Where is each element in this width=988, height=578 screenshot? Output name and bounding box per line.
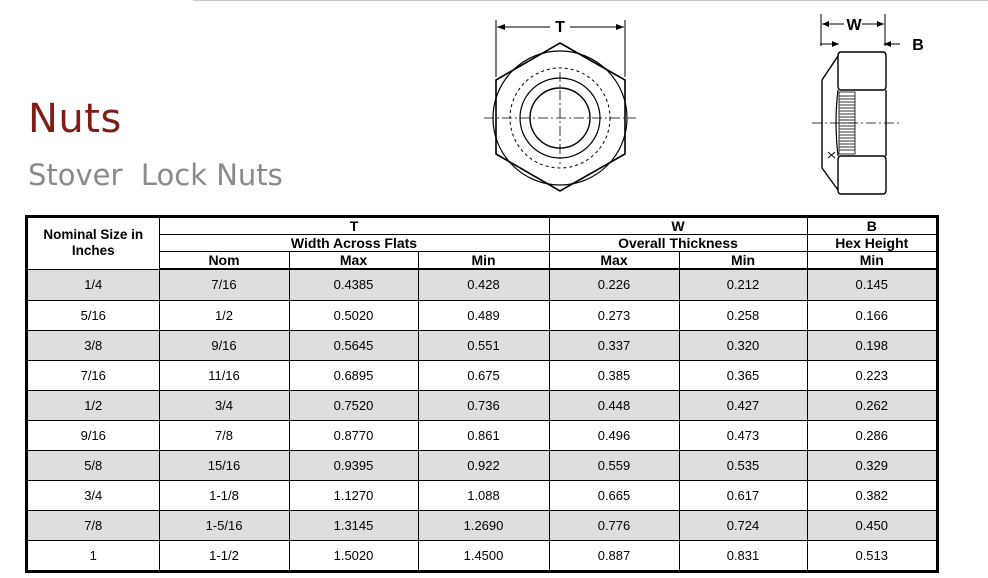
- cell-b-min: 0.329: [807, 451, 936, 481]
- page-title: Nuts: [28, 96, 122, 142]
- cell-w-max: 0.385: [549, 360, 679, 390]
- column-header-t-max: Max: [289, 252, 418, 270]
- cell-t-nom: 9/16: [159, 330, 289, 360]
- cell-t-nom: 15/16: [159, 451, 289, 481]
- cell-nominal-size: 7/16: [28, 360, 159, 390]
- table-row: [28, 390, 936, 420]
- cell-w-min: 0.320: [679, 330, 807, 360]
- table-row: [28, 451, 936, 481]
- cell-nominal-size: 7/8: [28, 511, 159, 541]
- cell-t-nom: 1/2: [159, 300, 289, 330]
- table-row: [28, 481, 936, 511]
- cell-w-min: 0.535: [679, 451, 807, 481]
- cell-w-min: 0.365: [679, 360, 807, 390]
- header-width-across-flats: Width Across Flats: [159, 235, 549, 252]
- table-row: [28, 300, 936, 330]
- nut-side-view-diagram: [808, 8, 938, 203]
- cell-b-min: 0.145: [807, 269, 936, 300]
- cell-t-max: 0.9395: [289, 451, 418, 481]
- header-b: B: [807, 218, 936, 235]
- table-row: [28, 360, 936, 390]
- cell-t-max: 1.1270: [289, 481, 418, 511]
- cell-t-max: 0.8770: [289, 420, 418, 450]
- column-header-t-min: Min: [418, 252, 549, 270]
- dimension-b-label: B: [912, 37, 924, 54]
- dimension-w-label: W: [846, 17, 862, 34]
- cell-t-min: 0.861: [418, 420, 549, 450]
- cell-t-max: 1.3145: [289, 511, 418, 541]
- lock-nut-dimensions-table: [25, 215, 939, 573]
- top-divider: [193, 0, 988, 1]
- cell-nominal-size: 5/16: [28, 300, 159, 330]
- cell-w-min: 0.473: [679, 420, 807, 450]
- column-header-t-nom: Nom: [159, 252, 289, 270]
- cell-t-min: 0.489: [418, 300, 549, 330]
- column-header-w-max: Max: [549, 252, 679, 270]
- cell-w-min: 0.258: [679, 300, 807, 330]
- table-row: [28, 269, 936, 300]
- cell-t-min: 0.428: [418, 269, 549, 300]
- cell-w-max: 0.496: [549, 420, 679, 450]
- header-overall-thickness: Overall Thickness: [549, 235, 807, 252]
- cell-t-max: 0.5020: [289, 300, 418, 330]
- cell-t-nom: 7/16: [159, 269, 289, 300]
- cell-t-min: 1.2690: [418, 511, 549, 541]
- cell-t-min: 1.088: [418, 481, 549, 511]
- cell-b-min: 0.262: [807, 390, 936, 420]
- cell-w-max: 0.559: [549, 451, 679, 481]
- cell-w-min: 0.212: [679, 269, 807, 300]
- cell-nominal-size: 5/8: [28, 451, 159, 481]
- cell-w-max: 0.448: [549, 390, 679, 420]
- cell-t-nom: 1-1/8: [159, 481, 289, 511]
- cell-b-min: 0.286: [807, 420, 936, 450]
- cell-nominal-size: 1/4: [28, 269, 159, 300]
- cell-nominal-size: 1: [28, 541, 159, 570]
- cell-t-min: 1.4500: [418, 541, 549, 570]
- cell-t-max: 0.4385: [289, 269, 418, 300]
- table-row: [28, 541, 936, 570]
- cell-w-max: 0.776: [549, 511, 679, 541]
- cell-nominal-size: 9/16: [28, 420, 159, 450]
- cell-b-min: 0.198: [807, 330, 936, 360]
- cell-w-max: 0.226: [549, 269, 679, 300]
- header-hex-height: Hex Height: [807, 235, 936, 252]
- cell-t-min: 0.675: [418, 360, 549, 390]
- header-row-descriptions: [28, 235, 936, 252]
- cell-w-max: 0.887: [549, 541, 679, 570]
- column-header-w-min: Min: [679, 252, 807, 270]
- cell-t-min: 0.736: [418, 390, 549, 420]
- cell-b-min: 0.223: [807, 360, 936, 390]
- cell-t-max: 0.7520: [289, 390, 418, 420]
- cell-w-max: 0.273: [549, 300, 679, 330]
- dimension-t-label: T: [555, 19, 565, 36]
- cell-t-nom: 3/4: [159, 390, 289, 420]
- column-header-b-min: Min: [807, 252, 936, 270]
- cell-b-min: 0.166: [807, 300, 936, 330]
- cell-nominal-size: 3/8: [28, 330, 159, 360]
- cell-w-max: 0.665: [549, 481, 679, 511]
- header-row-groups: [28, 218, 936, 235]
- cell-w-min: 0.427: [679, 390, 807, 420]
- cell-w-min: 0.724: [679, 511, 807, 541]
- table-row: [28, 420, 936, 450]
- header-nominal-size: Nominal Size in Inches: [28, 218, 159, 269]
- cell-w-min: 0.617: [679, 481, 807, 511]
- cell-nominal-size: 1/2: [28, 390, 159, 420]
- cell-t-nom: 1-5/16: [159, 511, 289, 541]
- cell-b-min: 0.513: [807, 541, 936, 570]
- cell-t-nom: 7/8: [159, 420, 289, 450]
- cell-t-max: 0.5645: [289, 330, 418, 360]
- hex-nut-front-view-diagram: [480, 12, 640, 197]
- cell-t-nom: 1-1/2: [159, 541, 289, 570]
- cell-nominal-size: 3/4: [28, 481, 159, 511]
- table-row: [28, 511, 936, 541]
- cell-b-min: 0.450: [807, 511, 936, 541]
- cell-t-max: 1.5020: [289, 541, 418, 570]
- header-w: W: [549, 218, 807, 235]
- header-t: T: [159, 218, 549, 235]
- cell-t-max: 0.6895: [289, 360, 418, 390]
- cell-w-min: 0.831: [679, 541, 807, 570]
- table-row: [28, 330, 936, 360]
- header-row-columns: [28, 252, 936, 270]
- page-subtitle: Stover Lock Nuts: [28, 158, 283, 192]
- cell-w-max: 0.337: [549, 330, 679, 360]
- cell-t-nom: 11/16: [159, 360, 289, 390]
- cell-b-min: 0.382: [807, 481, 936, 511]
- cell-t-min: 0.922: [418, 451, 549, 481]
- cell-t-min: 0.551: [418, 330, 549, 360]
